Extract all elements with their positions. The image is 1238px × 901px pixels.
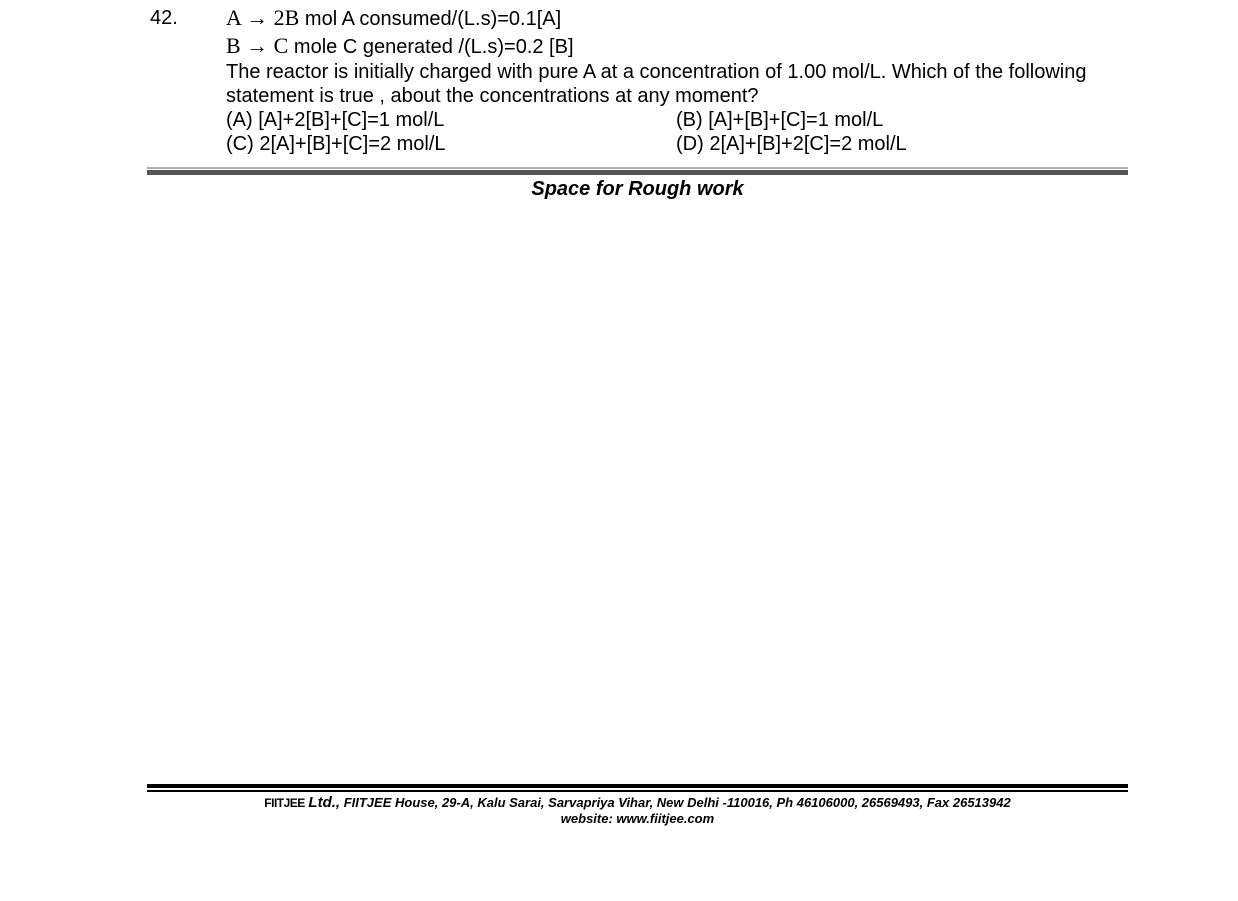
question-statement-line-1: The reactor is initially charged with pure A at a concentration of 1.00 mol/L. Which of the following: [226, 61, 1087, 83]
option-c[interactable]: (C) 2[A]+[B]+[C]=2 mol/L: [226, 133, 446, 155]
option-d[interactable]: (D) 2[A]+[B]+2[C]=2 mol/L: [676, 133, 907, 155]
reaction-1-equation: A → 2B: [226, 5, 300, 30]
top-divider: [147, 167, 1128, 175]
question-number: 42.: [150, 7, 178, 29]
footer-address: FIITJEE House, 29-A, Kalu Sarai, Sarvapriya Vihar, New Delhi -110016, Ph 46106000, 26569493, Fax 26513942: [343, 795, 1011, 810]
reaction-2-rate: mole C generated /(L.s)=0.2 [B]: [293, 36, 574, 58]
reaction-2-equation: B → C: [226, 33, 289, 58]
question-statement-line-2: statement is true , about the concentrations at any moment?: [226, 85, 759, 107]
footer-address-line: [147, 795, 1128, 811]
rough-work-label: Space for Rough work: [531, 178, 744, 200]
footer-brand: FIITJEE: [264, 796, 305, 810]
reaction-1-line: [226, 6, 561, 31]
footer-website[interactable]: website: www.fiitjee.com: [560, 811, 715, 826]
option-b[interactable]: (B) [A]+[B]+[C]=1 mol/L: [676, 109, 884, 131]
reaction-1-rate: mol A consumed/(L.s)=0.1[A]: [304, 8, 562, 30]
footer-ltd: Ltd.,: [308, 794, 341, 811]
reaction-2-line: [226, 34, 574, 59]
option-a[interactable]: (A) [A]+2[B]+[C]=1 mol/L: [226, 109, 445, 131]
footer-divider: [147, 784, 1128, 792]
